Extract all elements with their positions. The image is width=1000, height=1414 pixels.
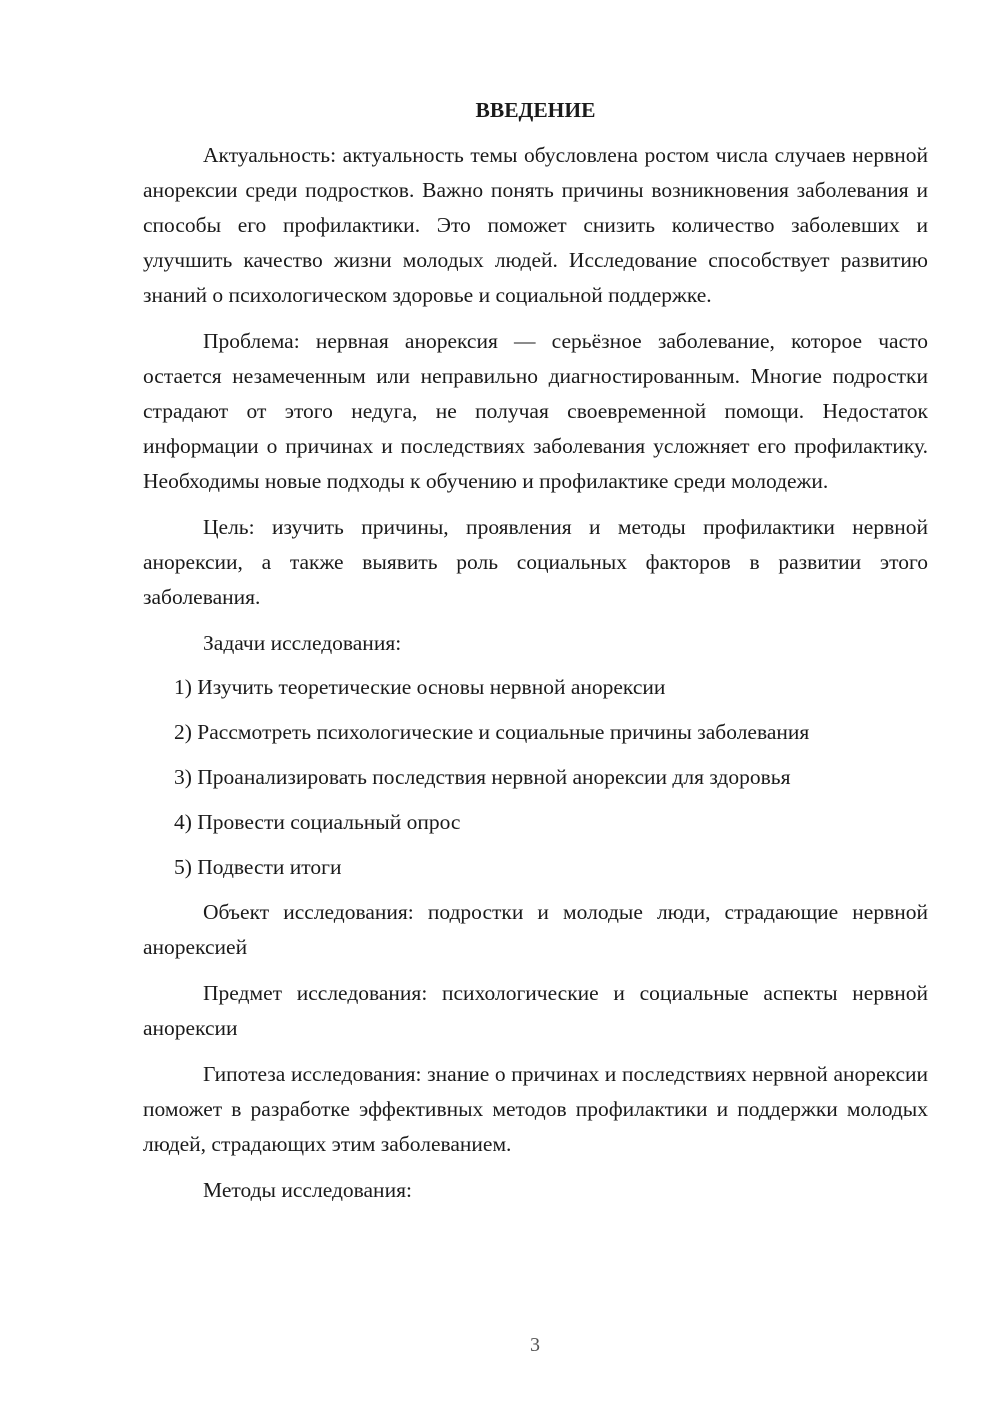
page-number: 3 — [530, 1334, 540, 1356]
methods-heading: Методы исследования: — [203, 1178, 412, 1202]
section-title: ВВЕДЕНИЕ — [475, 98, 596, 122]
task-item-5: 5) Подвести итоги — [174, 855, 342, 879]
goal-paragraph: Цель: изучить причины, проявления и методы профилактики нервной анорексии, а также выявить роль социальных факторов в развитии этого заболевания. — [143, 515, 928, 609]
task-item-2: 2) Рассмотреть психологические и социальные причины заболевания — [174, 720, 810, 744]
problem-paragraph: Проблема: нервная анорексия — серьёзное заболевание, которое часто остается незамеченным или неправильно диагностированным. Многие подростки страдают от этого недуга, не получая своевременной помощи. Недостаток информации о причинах и последствиях заболевания усложняет его профилактику. Необходимы новые подходы к обучению и профилактике среди молодежи. — [143, 329, 928, 493]
tasks-heading: Задачи исследования: — [203, 631, 402, 655]
relevance-paragraph: Актуальность: актуальность темы обусловлена ростом числа случаев нервной анорексии среди подростков. Важно понять причины возникновения заболевания и способы его профилактики. Это поможет снизить количество заболевших и улучшить качество жизни молодых людей. Исследование способствует развитию знаний о психологическом здоровье и социальной поддержке. — [143, 143, 928, 307]
task-item-3: 3) Проанализировать последствия нервной анорексии для здоровья — [174, 765, 791, 789]
task-list — [143, 670, 928, 885]
object-paragraph: Объект исследования: подростки и молодые люди, страдающие нервной анорексией — [143, 900, 928, 959]
task-item-4: 4) Провести социальный опрос — [174, 810, 461, 834]
hypothesis-paragraph: Гипотеза исследования: знание о причинах и последствиях нервной анорексии поможет в разработке эффективных методов профилактики и поддержки молодых людей, страдающих этим заболеванием. — [143, 1062, 928, 1156]
page-content — [143, 96, 928, 1217]
task-item-1: 1) Изучить теоретические основы нервной анорексии — [174, 675, 666, 699]
subject-paragraph: Предмет исследования: психологические и социальные аспекты нервной анорексии — [143, 981, 928, 1040]
